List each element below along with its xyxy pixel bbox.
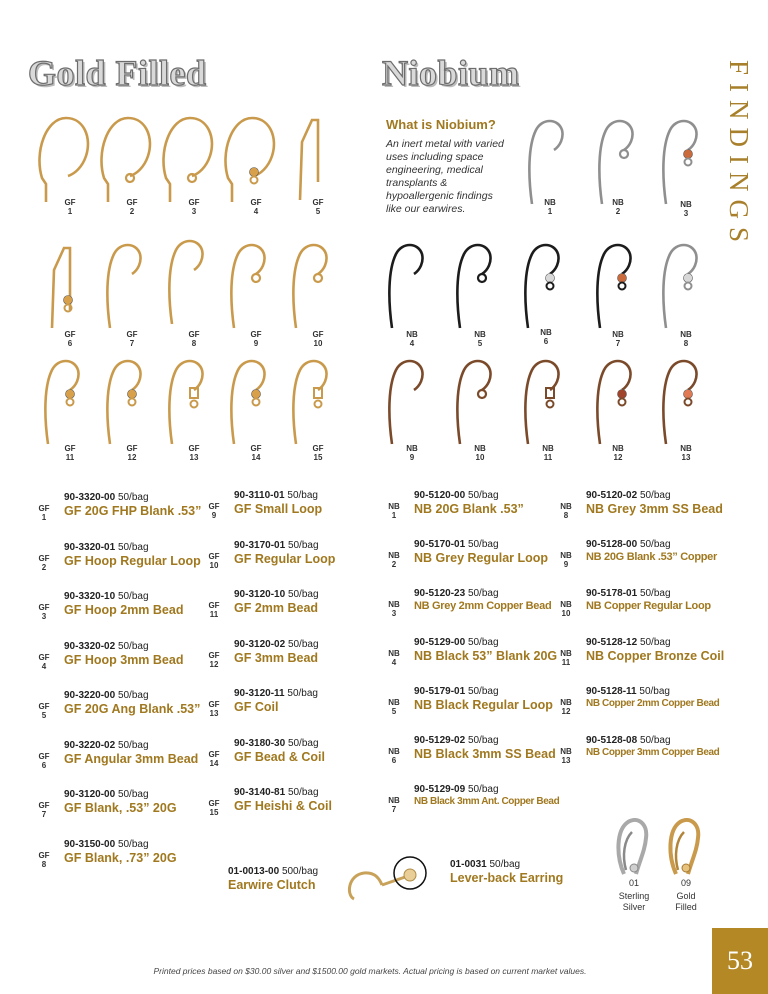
product-tag: GF 2: [38, 553, 50, 572]
gf-earwire-image: [98, 240, 154, 332]
gf-earwire-label: GF 2: [126, 198, 138, 216]
nb-earwire-label: NB 11: [542, 444, 554, 462]
nb-earwire-image: [448, 356, 504, 448]
nb-earwire-label: NB 4: [406, 330, 418, 348]
gf-earwire-label: GF 6: [64, 330, 76, 348]
product-tag: NB 9: [560, 551, 572, 569]
product-entry: [234, 738, 325, 764]
nb-earwire-label: NB 8: [680, 330, 692, 348]
product-code: 90-5128-12 50/bag: [586, 637, 671, 648]
product-entry: [64, 740, 198, 766]
product-name: Earwire Clutch: [228, 878, 316, 892]
nb-earwire-label: NB 5: [474, 330, 486, 348]
product-name: GF Bead & Coil: [234, 749, 325, 764]
nb-earwire-label: NB 12: [612, 444, 624, 462]
product-tag: NB 13: [560, 747, 572, 765]
product-name: GF Heishi & Coil: [234, 799, 332, 813]
earwire-clutch-entry: [228, 866, 318, 892]
product-tag: NB 1: [388, 502, 400, 520]
product-name: NB Black 53” Blank 20G: [414, 649, 558, 663]
product-code: 90-3320-02 50/bag: [64, 640, 149, 652]
product-code: 90-5179-01 50/bag: [414, 686, 499, 697]
product-entry: [586, 588, 711, 612]
nb-earwire-image: [588, 356, 644, 448]
product-name: GF 20G Ang Blank .53”: [64, 702, 201, 716]
product-code: 90-3120-02 50/bag: [234, 638, 319, 650]
product-name: NB Copper Bronze Coil: [586, 649, 725, 663]
gf-earwire-image: [284, 356, 340, 448]
nb-earwire-image: [516, 356, 572, 448]
nb-earwire-image: [590, 116, 646, 208]
product-tag: GF 10: [208, 551, 220, 570]
product-code: 90-3110-01 50/bag: [234, 490, 318, 501]
product-code: 90-3120-11 50/bag: [234, 688, 318, 699]
gf-earwire-label: GF 4: [250, 198, 262, 216]
gf-earwire-label: GF 5: [312, 198, 324, 216]
product-tag: GF 13: [208, 700, 220, 718]
gf-earwire-label: GF 12: [126, 444, 138, 462]
gold-filled-heading: Gold Filled: [28, 53, 207, 93]
nb-earwire-label: NB 9: [406, 444, 418, 462]
nb-earwire-label: NB 3: [680, 200, 692, 218]
product-entry: [234, 589, 319, 615]
leverback-sterling-silver-image: [612, 816, 656, 878]
product-code: 90-5129-02 50/bag: [414, 735, 499, 746]
product-code: 90-5128-00 50/bag: [586, 539, 671, 550]
page-number: 53: [712, 928, 768, 994]
product-entry: [234, 490, 322, 516]
product-name: NB Copper 3mm Copper Bead: [586, 747, 720, 758]
product-code: 90-3320-10 50/bag: [64, 591, 149, 602]
product-name: NB Grey 2mm Copper Bead: [414, 600, 552, 612]
product-entry: [586, 539, 717, 563]
niobium-info-title: What is Niobium?: [386, 117, 496, 132]
product-code: 90-5129-09 50/bag: [414, 784, 499, 795]
nb-earwire-image: [380, 240, 436, 332]
nb-earwire-image: [520, 116, 576, 208]
leverback-gold-filled-image: [664, 816, 708, 878]
product-code: 90-5129-00 50/bag: [414, 637, 499, 648]
product-code: 90-5128-11 50/bag: [586, 686, 670, 697]
product-tag: NB 3: [388, 600, 400, 618]
nb-earwire-image: [654, 356, 710, 448]
gf-earwire-label: GF 10: [312, 330, 324, 348]
product-name: GF Blank, .73” 20G: [64, 850, 177, 865]
gf-earwire-label: GF 11: [64, 444, 76, 462]
gf-earwire-image: [284, 240, 340, 332]
product-name: GF Blank, .53” 20G: [64, 801, 177, 815]
product-name: NB Grey Regular Loop: [414, 551, 549, 565]
product-code: 90-3120-10 50/bag: [234, 589, 319, 600]
product-code: 90-3120-00 50/bag: [64, 789, 149, 800]
product-code: 90-3320-00 50/bag: [64, 492, 149, 503]
product-tag: GF 5: [38, 702, 50, 720]
gf-earwire-image: [222, 240, 278, 332]
product-entry: [234, 688, 318, 714]
product-entry: [586, 490, 723, 516]
product-entry: [414, 784, 559, 807]
product-code: 90-3320-01 50/bag: [64, 541, 149, 553]
product-code: 90-5120-02 50/bag: [586, 490, 671, 501]
product-tag: GF 8: [38, 850, 50, 869]
leverback-earring-entry: [450, 859, 563, 885]
product-entry: [64, 690, 200, 716]
gf-earwire-image: [160, 112, 216, 204]
product-tag: GF 6: [38, 751, 50, 770]
product-code: 90-5128-08 50/bag: [586, 735, 671, 746]
product-code: 90-3150-00 50/bag: [64, 838, 149, 850]
product-tag: GF 12: [208, 650, 220, 669]
gf-earwire-label: GF 8: [188, 330, 200, 348]
product-entry: [414, 735, 556, 761]
product-code: 01-0031 50/bag: [450, 859, 521, 870]
product-name: GF 3mm Bead: [234, 650, 319, 665]
product-code: 90-3170-01 50/bag: [234, 539, 319, 551]
product-code: 90-3220-02 50/bag: [64, 739, 149, 751]
nb-earwire-image: [654, 240, 710, 332]
product-entry: [414, 686, 553, 712]
leverback-variant-label: 09 Gold Filled: [675, 878, 697, 912]
product-tag: NB 8: [560, 502, 572, 520]
product-tag: NB 4: [388, 649, 400, 667]
product-name: GF Angular 3mm Bead: [64, 751, 199, 766]
product-name: NB Black 3mm Ant. Copper Bead: [414, 796, 560, 807]
product-code: 90-5170-01 50/bag: [414, 539, 499, 550]
product-name: GF 2mm Bead: [234, 601, 319, 615]
product-tag: GF 4: [38, 652, 50, 671]
product-tag: GF 14: [208, 749, 220, 768]
nb-earwire-image: [588, 240, 644, 332]
product-tag: NB 7: [388, 796, 400, 814]
product-tag: NB 11: [560, 649, 572, 667]
findings-section-title: FINDINGS: [724, 60, 754, 251]
niobium-heading: Niobium: [382, 53, 520, 93]
product-entry: [414, 490, 524, 516]
product-name: NB Copper Regular Loop: [586, 600, 711, 612]
gf-earwire-image: [222, 112, 278, 204]
gf-earwire-image: [98, 112, 154, 204]
product-name: NB Black Regular Loop: [414, 698, 553, 712]
nb-earwire-label: NB 6: [540, 328, 552, 346]
product-code: 90-3220-00 50/bag: [64, 690, 149, 701]
nb-earwire-label: NB 2: [612, 198, 624, 216]
product-entry: [64, 492, 201, 518]
footer-note: Printed prices based on $30.00 silver and $1500.00 gold markets. Actual pricing is based on current market values.: [153, 966, 587, 976]
gf-earwire-label: GF 15: [312, 444, 324, 462]
product-tag: NB 10: [560, 600, 572, 618]
product-entry: [234, 787, 332, 813]
product-code: 90-5120-00 50/bag: [414, 490, 499, 501]
gf-earwire-image: [284, 112, 340, 204]
product-entry: [414, 588, 551, 612]
product-name: GF Regular Loop: [234, 551, 336, 566]
gf-earwire-label: GF 13: [188, 444, 200, 462]
product-code: 90-5178-01 50/bag: [586, 588, 671, 599]
product-code: 90-3140-81 50/bag: [234, 787, 319, 798]
gf-earwire-label: GF 14: [250, 444, 262, 462]
product-tag: NB 6: [388, 747, 400, 765]
product-tag: NB 5: [388, 698, 400, 716]
gf-earwire-image: [36, 356, 92, 448]
product-entry: [64, 591, 183, 617]
product-entry: [414, 539, 548, 565]
product-code: 90-5120-23 50/bag: [414, 588, 499, 599]
gf-earwire-image: [160, 236, 216, 328]
nb-earwire-label: NB 1: [544, 198, 556, 216]
product-tag: GF 11: [208, 601, 220, 619]
product-entry: [64, 839, 177, 865]
product-name: Lever-back Earring: [450, 871, 564, 885]
product-name: GF Small Loop: [234, 502, 323, 516]
product-entry: [586, 637, 724, 663]
gf-earwire-image: [36, 112, 92, 204]
product-name: GF 20G FHP Blank .53”: [64, 504, 202, 518]
gf-earwire-image: [160, 356, 216, 448]
product-entry: [64, 789, 177, 815]
product-entry: [586, 735, 719, 758]
gf-earwire-image: [222, 356, 278, 448]
product-entry: [64, 542, 201, 568]
earwire-clutch-illustration: [346, 855, 436, 905]
nb-earwire-label: NB 7: [612, 330, 624, 348]
product-name: NB 20G Blank .53”: [414, 502, 524, 516]
gf-earwire-label: GF 3: [188, 198, 200, 216]
nb-earwire-image: [654, 116, 710, 208]
product-name: GF Hoop 2mm Bead: [64, 603, 184, 617]
product-tag: GF 1: [38, 504, 50, 522]
product-tag: NB 2: [388, 551, 400, 569]
product-entry: [414, 637, 557, 663]
gf-earwire-label: GF 1: [64, 198, 76, 216]
product-name: NB Black 3mm SS Bead: [414, 747, 556, 761]
product-tag: GF 15: [208, 799, 220, 817]
product-code: 01-0013-00 500/bag: [228, 866, 319, 877]
gf-earwire-image: [98, 356, 154, 448]
product-name: GF Coil: [234, 700, 279, 714]
product-name: NB 20G Blank .53” Copper: [586, 551, 717, 563]
nb-earwire-image: [380, 356, 436, 448]
product-tag: NB 12: [560, 698, 572, 716]
leverback-variant-label: 01 Sterling Silver: [618, 878, 650, 912]
product-entry: [234, 639, 319, 665]
product-tag: GF 9: [208, 502, 220, 520]
gf-earwire-label: GF 7: [126, 330, 138, 348]
product-name: GF Hoop Regular Loop: [64, 553, 201, 568]
nb-earwire-image: [448, 240, 504, 332]
nb-earwire-label: NB 13: [680, 444, 692, 462]
product-name: NB Copper 2mm Copper Bead: [586, 698, 720, 709]
nb-earwire-label: NB 10: [474, 444, 486, 462]
nb-earwire-image: [516, 240, 572, 332]
product-entry: [234, 540, 335, 566]
gf-earwire-label: GF 9: [250, 330, 262, 348]
product-name: NB Grey 3mm SS Bead: [586, 502, 723, 516]
product-tag: GF 3: [38, 603, 50, 621]
product-entry: [64, 641, 183, 667]
product-name: GF Hoop 3mm Bead: [64, 652, 184, 667]
niobium-info-description: An inert metal with varied uses including space engineering, medical transplants & hypoallergenic findings like our earwires.: [386, 138, 504, 215]
product-tag: GF 7: [38, 801, 50, 819]
product-code: 90-3180-30 50/bag: [234, 737, 319, 749]
gf-earwire-image: [36, 240, 92, 332]
product-entry: [586, 686, 719, 709]
